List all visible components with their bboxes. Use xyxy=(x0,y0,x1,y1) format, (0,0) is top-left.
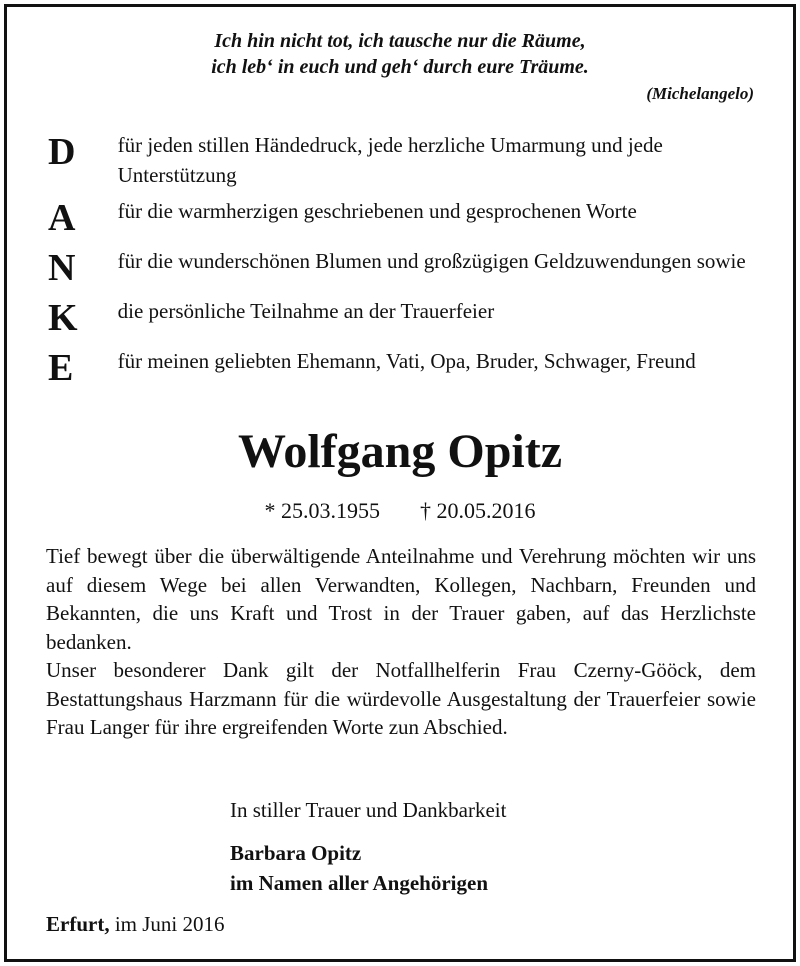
quote-source: (Michelangelo) xyxy=(646,84,754,103)
danke-row-n xyxy=(44,246,764,290)
danke-letter: N xyxy=(48,247,76,289)
signature-subline: im Namen aller Angehörigen xyxy=(230,871,489,895)
danke-text: für jeden stillen Händedruck, jede herzliche Umarmung und jede Unterstützung xyxy=(117,133,663,187)
danke-text: die persönliche Teilnahme an der Trauerfeier xyxy=(117,299,495,323)
death-date: † 20.05.2016 xyxy=(420,498,536,523)
danke-letter: D xyxy=(48,131,76,173)
deceased-name: Wolfgang Opitz xyxy=(237,425,563,478)
danke-letter: E xyxy=(48,347,74,389)
place-date-text: im Juni 2016 xyxy=(109,912,225,936)
life-dates xyxy=(0,498,800,524)
danke-list xyxy=(44,130,764,396)
place-date xyxy=(46,912,225,937)
danke-row-k xyxy=(44,296,764,340)
signature xyxy=(230,838,488,898)
danke-letter: A xyxy=(48,197,76,239)
place-city: Erfurt, xyxy=(46,912,110,936)
body-paragraph-2: Unser besonderer Dank gilt der Notfallhelferin Frau Czerny-Gööck, dem Bestattungshaus Harzmann für die würdevolle Ausgestaltung der Trauerfeier sowie Frau Langer für ihre ergreifenden Worte zun Abschied. xyxy=(46,658,756,739)
closing-line: In stiller Trauer und Dankbarkeit xyxy=(230,798,507,822)
thanks-body xyxy=(46,542,756,742)
quote-line-2: ich leb‘ in euch und geh‘ durch eure Träume. xyxy=(211,56,589,78)
quote xyxy=(0,28,800,80)
body-paragraph-1: Tief bewegt über die überwältigende Anteilnahme und Verehrung möchten wir uns auf diesem Wege bei allen Verwandten, Kollegen, Nachbarn, Freunden und Bekannten, die uns Kraft und Trost in der Trauer gaben, auf das Herzlichste bedanken. xyxy=(46,544,756,654)
signature-name: Barbara Opitz xyxy=(230,841,362,865)
danke-text: für die warmherzigen geschriebenen und gesprochenen Worte xyxy=(117,199,637,223)
birth-date: * 25.03.1955 xyxy=(264,498,380,523)
danke-letter: K xyxy=(48,297,78,339)
danke-text: für meinen geliebten Ehemann, Vati, Opa, Bruder, Schwager, Freund xyxy=(117,349,696,373)
danke-row-a xyxy=(44,196,764,240)
danke-row-e xyxy=(44,346,764,390)
danke-text: für die wunderschönen Blumen und großzügigen Geldzuwendungen sowie xyxy=(117,249,746,273)
quote-line-1: Ich hin nicht tot, ich tausche nur die Räume, xyxy=(214,30,586,52)
danke-row-d xyxy=(44,130,764,190)
